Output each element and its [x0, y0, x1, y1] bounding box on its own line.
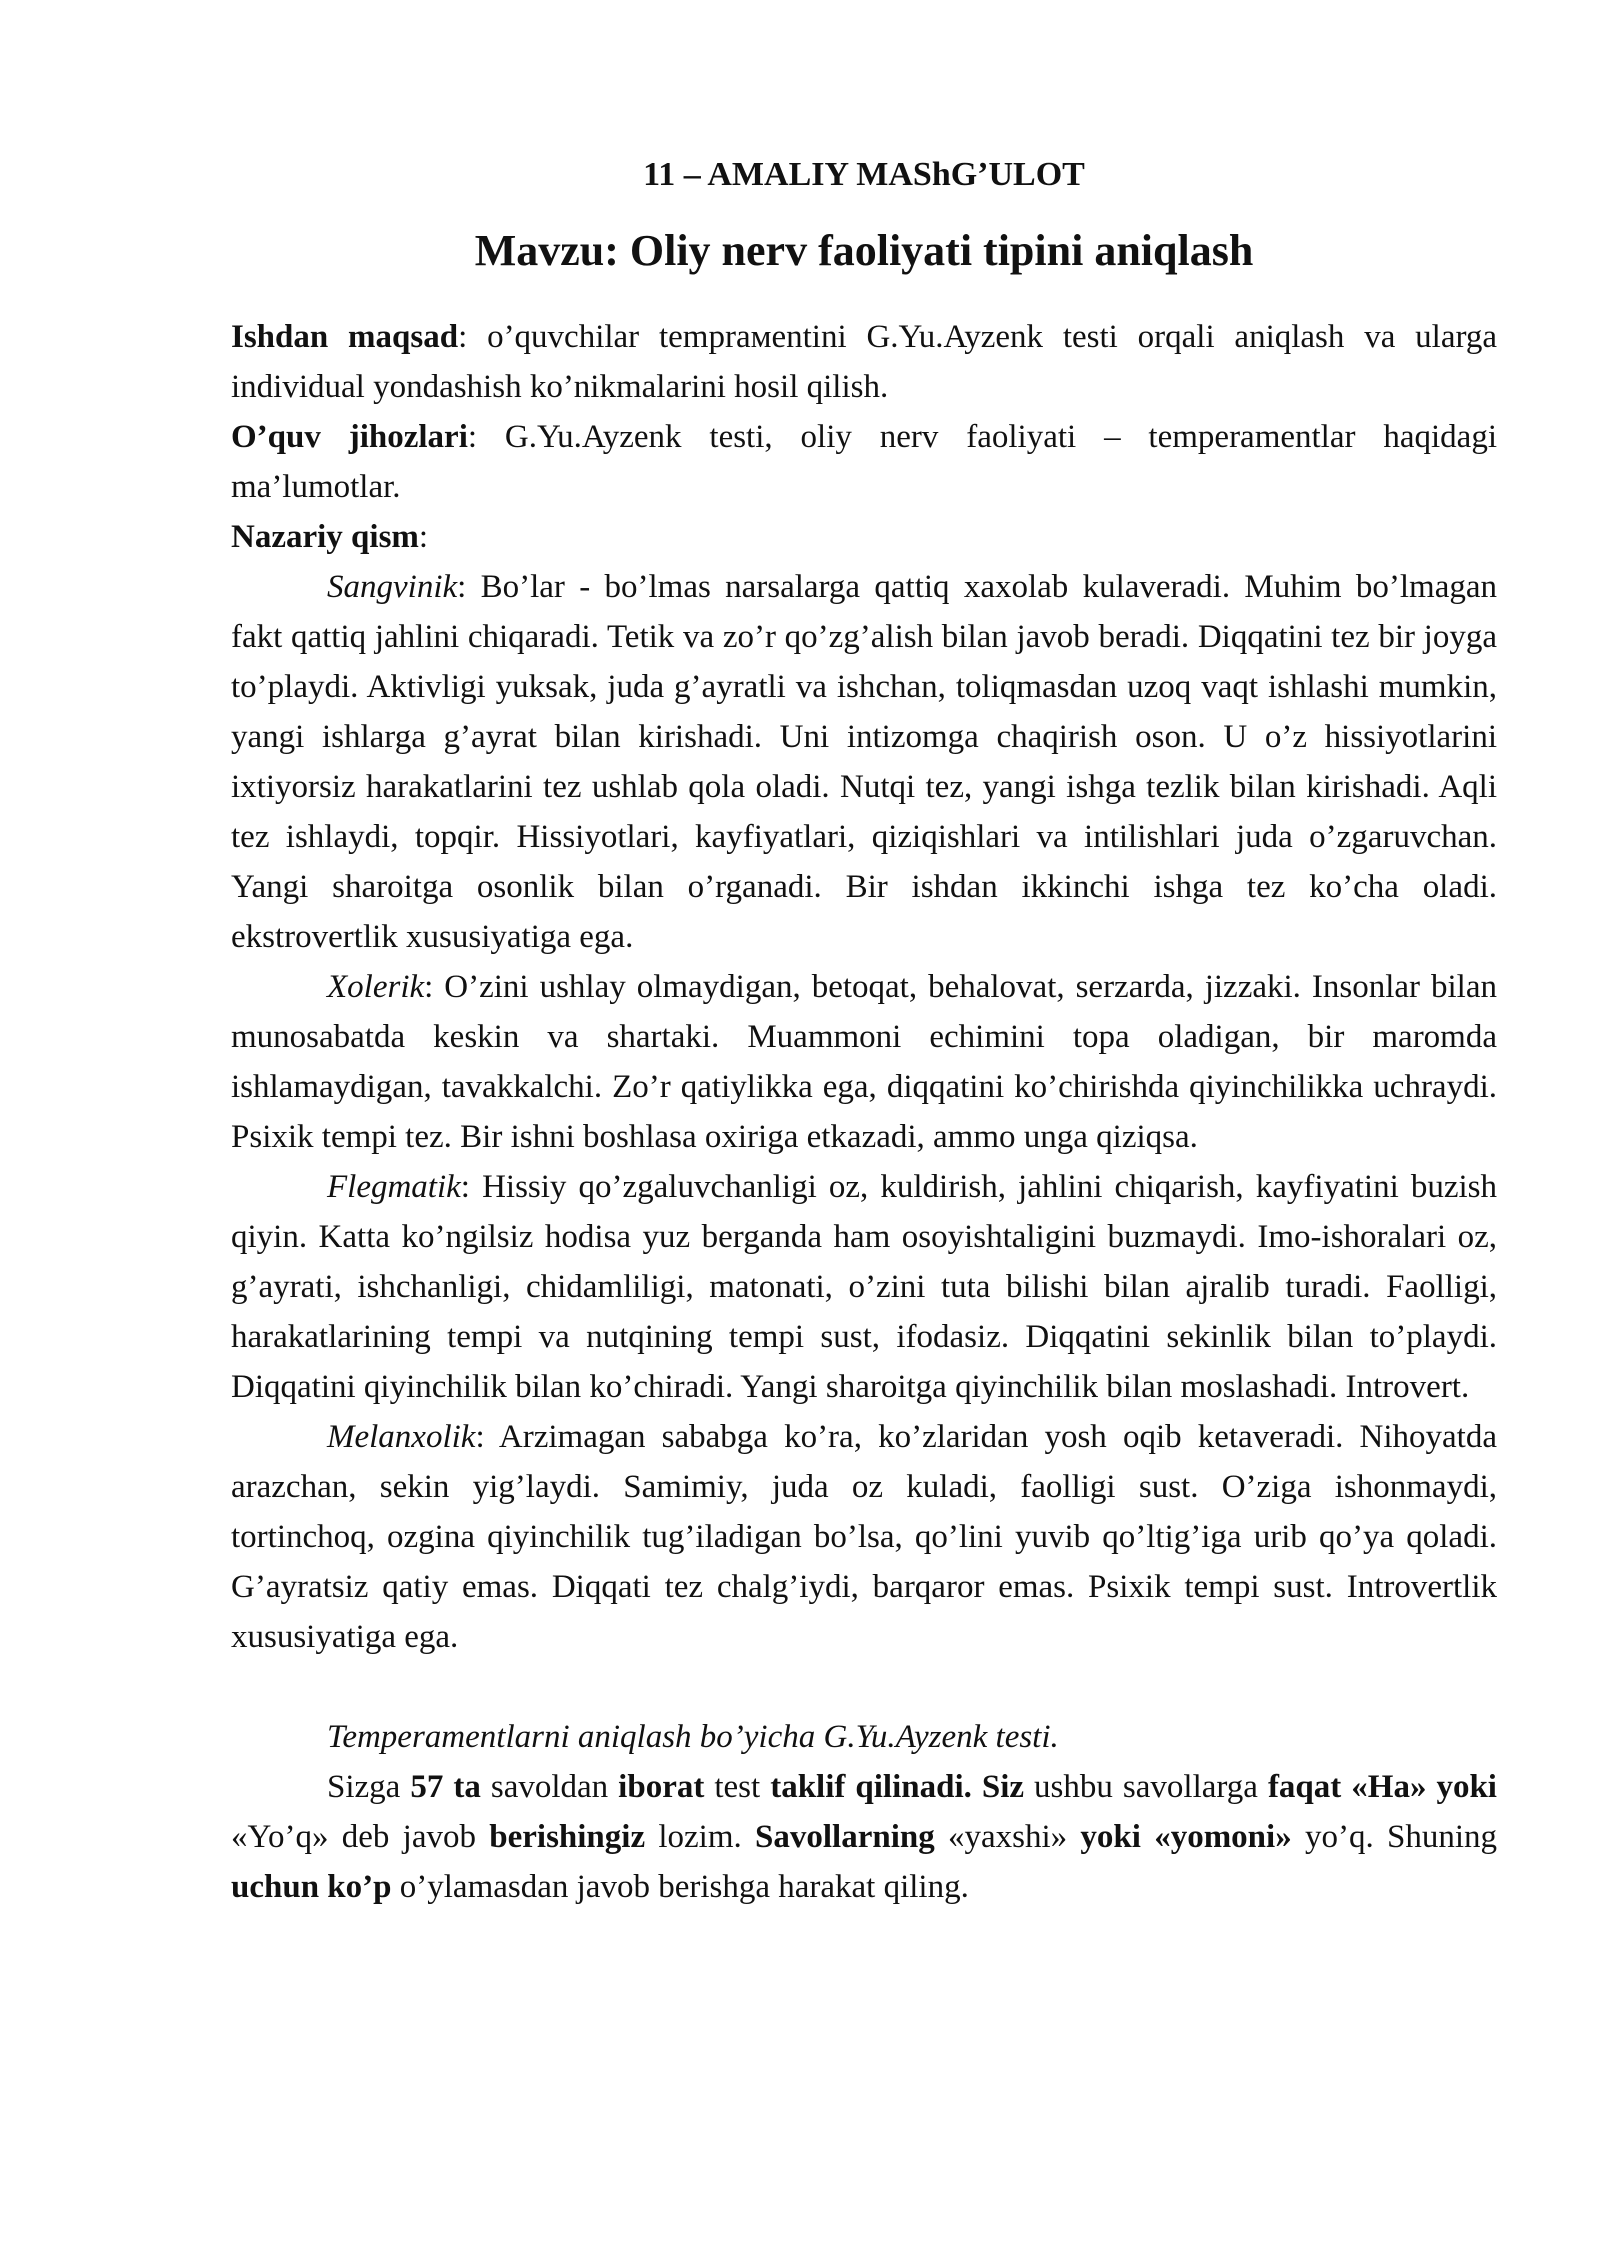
- type-description: : O’zini ushlay olmaydigan, betoqat, behalovat, serzarda, jizzaki. Insonlar bilan munosabatda keskin va shartaki. Muammoni echimini topa oladigan, bir maromda ishlamaydigan, tavakkalchi. Zo’r qatiylikka ega, diqqatini ko’chirishda qiyinchilikka uchraydi. Psixik tempi tez. Bir ishni boshlasa oxiriga etkazadi, ammo unga qiziqsa.: [231, 969, 1497, 1155]
- test-heading-text: Temperamentlarni aniqlash bo’yicha G.Yu.Ayzenk testi.: [327, 1719, 1059, 1755]
- type-description: : Hissiy qo’zgaluvchanligi oz, kuldirish, jahlini chiqarish, kayfiyatini buzish qiyin. Katta ko’ngilsiz hodisa yuz berganda ham osoyishtaligini buzmaydi. Imo-ishoralari oz, g’ayrati, ishchanligi, chidamliligi, matonati, o’zini tuta bilishi bilan ajralib turadi. Faolligi, harakatlarining tempi va nutqining tempi sust, ifodasiz. Diqqatini sekinlik bilan to’playdi. Diqqatini qiyinchilik bilan ko’chiradi. Yangi sharoitga qiyinchilik bilan moslashadi. Introvert.: [231, 1169, 1497, 1405]
- instruction-text: savoldan: [480, 1769, 619, 1805]
- test-instructions: [231, 1762, 1497, 1912]
- type-paragraph-flegmatik: [231, 1162, 1497, 1412]
- equipment-paragraph: [231, 412, 1497, 512]
- instruction-text: test: [704, 1769, 771, 1805]
- instruction-text: «Yo’q» deb javob: [231, 1819, 490, 1855]
- goal-label: Ishdan maqsad: [231, 319, 459, 355]
- type-name: Flegmatik: [327, 1169, 461, 1205]
- type-description: : Arzimagan sababga ko’ra, ko’zlaridan yosh oqib ketaveradi. Nihoyatda arazchan, sekin yig’laydi. Samimiy, juda oz kuladi, faolligi sust. O’ziga ishonmaydi, tortinchoq, ozgina qiyinchilik tug’iladigan bo’lsa, qo’lini yuvib qo’ltig’iga urib qo’ya qoladi. G’ayratsiz qatiy emas. Diqqati tez chalg’iydi, barqaror emas. Psixik tempi sust. Introvertlik xususiyatiga ega.: [231, 1419, 1497, 1655]
- section-kicker: 11 – AMALIY MAShG’ULOT: [643, 156, 1085, 193]
- goal-paragraph: [231, 312, 1497, 412]
- theory-heading: [231, 512, 1497, 562]
- document-body: [231, 150, 1497, 1912]
- instruction-bold: berishingiz: [489, 1819, 646, 1855]
- instruction-bold: faqat «Ha» yoki: [1267, 1769, 1497, 1805]
- instruction-text: ushbu savollarga: [1024, 1769, 1268, 1805]
- instruction-text: Sizga: [327, 1769, 411, 1805]
- instruction-bold: 57 ta: [410, 1769, 481, 1805]
- paragraph-gap: [231, 1662, 1497, 1712]
- equipment-label: O’quv jihozlari: [231, 419, 468, 455]
- theory-colon: :: [418, 519, 429, 555]
- theory-label: Nazariy qism: [231, 519, 419, 555]
- instruction-bold: taklif qilinadi. Siz: [770, 1769, 1025, 1805]
- type-paragraph-xolerik: [231, 962, 1497, 1162]
- goal-text: : o’quvchilar temprамentini G.Yu.Ayzenk testi orqali aniqlash va ularga individual yondashish ko’nikmalarini hosil qilish.: [231, 319, 1498, 405]
- type-description: : Bo’lar - bo’lmas narsalarga qattiq xaxolab kulaveradi. Muhim bo’lmagan fakt qattiq jahlini chiqaradi. Tetik va zo’r qo’zg’alish bilan javob beradi. Diqqatini tez bir joyga to’playdi. Aktivligi yuksak, juda g’ayratli va ishchan, toliqmasdan uzoq vaqt ishlashi mumkin, yangi ishlarga g’ayrat bilan kirishadi. Uni intizomga chaqirish oson. U o’z hissiyotlarini ixtiyorsiz harakatlarini tez ushlab qola oladi. Nutqi tez, yangi ishga tezlik bilan kirishadi. Aqli tez ishlaydi, topqir. Hissiyotlari, kayfiyatlari, qiziqishlari va intilishlari juda o’zgaruvchan. Yangi sharoitga osonlik bilan o’rganadi. Bir ishdan ikkinchi ishga tez ko’cha oladi. ekstrovertlik xususiyatiga ega.: [231, 569, 1497, 955]
- instruction-text: yo’q. Shuning: [1291, 1819, 1497, 1855]
- type-paragraph-melanxolik: [231, 1412, 1497, 1662]
- instruction-text: lozim.: [645, 1819, 756, 1855]
- type-paragraph-sangvinik: [231, 562, 1497, 962]
- instruction-bold: Savollarning: [755, 1819, 935, 1855]
- test-heading: [231, 1712, 1497, 1762]
- instruction-bold: yoki «yomoni»: [1080, 1819, 1292, 1855]
- instruction-bold: iborat: [618, 1769, 705, 1805]
- instruction-text: «yaxshi»: [934, 1819, 1081, 1855]
- type-name: Sangvinik: [327, 569, 458, 605]
- equipment-text: : G.Yu.Ayzenk testi, oliy nerv faoliyati – temperamentlar haqidagi ma’lumotlar.: [231, 419, 1497, 505]
- type-name: Melanxolik: [327, 1419, 476, 1455]
- page-title: Mavzu: Oliy nerv faoliyati tipini aniqlash: [474, 226, 1254, 275]
- instruction-bold: uchun ko’p: [231, 1869, 392, 1905]
- instruction-text: o’ylamasdan javob berishga harakat qiling.: [391, 1869, 969, 1905]
- type-name: Xolerik: [327, 969, 425, 1005]
